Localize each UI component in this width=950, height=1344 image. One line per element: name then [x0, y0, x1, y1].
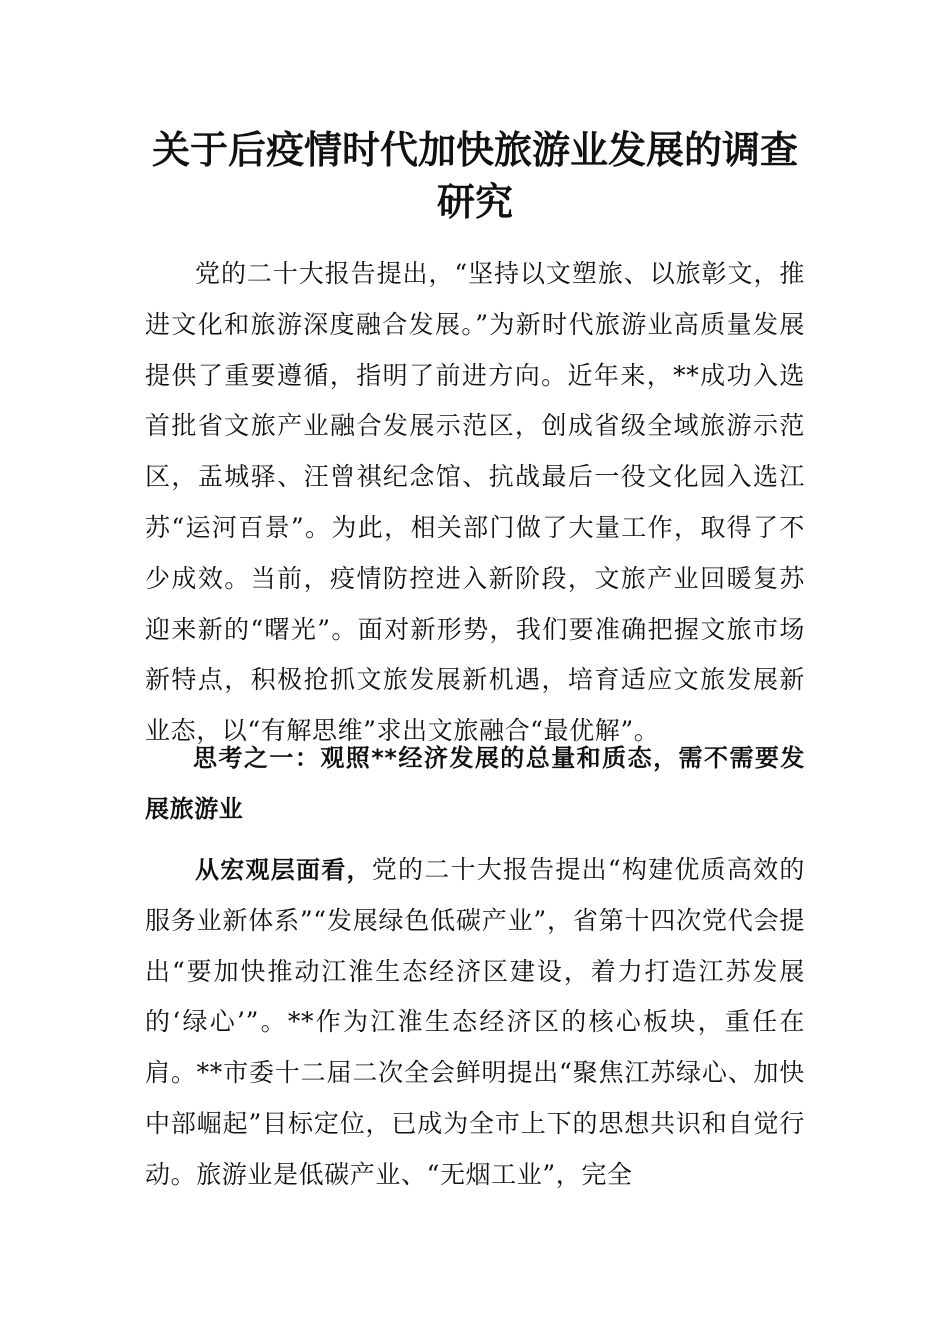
document-title: 关于后疫情时代加快旅游业发展的调查研究	[151, 127, 798, 224]
intro-paragraph: 党的二十大报告提出，“坚持以文塑旅、以旅彰文，推进文化和旅游深度融合发展。”为新时代旅游业高质量发展提供了重要遵循，指明了前进方向。近年来，**成功入选首批省文旅产业融合发展示范区，创成省级全域旅游示范区，盂城驿、汪曾祺纪念馆、抗战最后一役文化园入选江苏“运河百景”。为此，相关部门做了大量工作，取得了不少成效。当前，疫情防控进入新阶段，文旅产业回暖复苏迎来新的“曙光”。面对新形势，我们要准确把握文旅市场新特点，积极抢抓文旅发展新机遇，培育适应文旅发展新业态，以“有解思维”求出文旅融合“最优解”。	[145, 259, 805, 746]
body-paragraph	[145, 845, 805, 1201]
paragraph-text: 党的二十大报告提出“构建优质高效的服务业新体系”“发展绿色低碳产业”，省第十四次党代会提出“要加快推动江淮生态经济区建设，着力打造江苏发展的‘绿心’”。**作为江淮生态经济区的核心板块，重任在肩。**市委十二届二次全会鲜明提出“聚焦江苏绿心、加快中部崛起”目标定位，已成为全市上下的思想共识和自觉行动。旅游业是低碳产业、“无烟工业”，完全	[145, 855, 806, 1189]
paragraph-lead: 从宏观层面看，	[195, 856, 372, 884]
section-heading: 思考之一：观照**经济发展的总量和质态，需不需要发展旅游业	[145, 744, 805, 823]
